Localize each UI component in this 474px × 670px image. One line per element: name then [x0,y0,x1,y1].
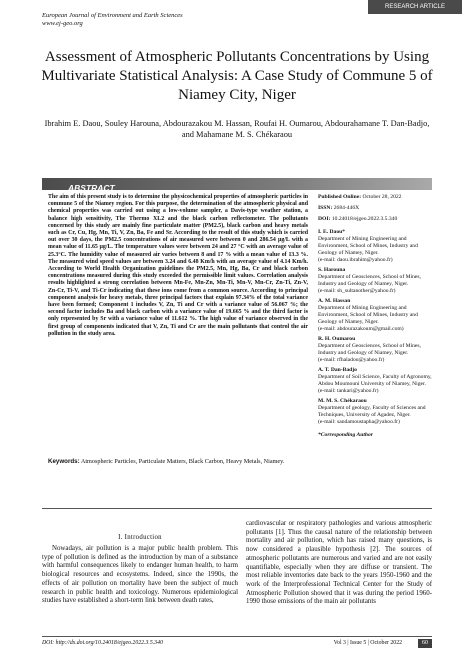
published-line [318,194,432,201]
affil-text: Department of Soil Science, Faculty of Agronomy, Abdou Moumouni University of Niamey, Niger. [318,374,432,387]
author-affil-0 [318,229,432,264]
doi-line [318,216,432,223]
affil-email[interactable]: (e-mail: sandamoustapha@yahoo.fr) [318,419,400,425]
affil-author-name: R. H. Oumarou [318,336,356,342]
journal-site: www.ej-geo.org [42,20,83,27]
author-affil-2 [318,298,432,333]
page-number: 60 [418,639,432,648]
affil-author-name: S. Harouna [318,267,346,273]
body-column-left [42,545,238,606]
author-affil-4 [318,367,432,395]
published-label: Published Online: [318,194,362,200]
affil-email[interactable]: (e-mail: abdourazakoum@gmail.com) [318,326,404,332]
author-affil-3 [318,336,432,364]
doi-label: DOI: [318,216,331,222]
affil-email[interactable]: (e-mail: sh_sultanother@yahoo.fr) [318,288,396,294]
abstract-header-bar [42,178,432,193]
affil-author-name: M. M. S. Chékaraou [318,398,367,404]
abstract-text: The aim of this present study is to determine the physicochemical properties of atmospheric particles in commune 5 of the Niamey region. For this purpose, the determination of the atmospheric physical and chemical properties was carried out using a low-volume sampler, a Davis-type weather station, a balance high sensitivity, The Thermo XL2 and the black carbon reflectometer. The pollutants concerned by this study are mainly fine particulate matter (PM2.5), black carbon and heavy metals such as Cr, Cu, Hg, Mn, Ti, V, Zn, Ba, Fe and Sr. According to the result of this study which is carried out over 30 days, the PM2.5 concentrations of air measured were between 0 and 286.54 µg/L with a mean value of 11.65 µg/L. The temperature values were between 24 and 27 °C with an average value of 25.3°C. The humidity value of measured air varies between 8 and 17 % with a mean value of 13.3 %. The measured wind speed values are between 3.24 and 6.48 Km/h with an average value of 4.14 Km/h. According to World Health Organization guidelines the PM2.5, Mn, Hg, Ba, Cr and black carbon concentrations measured during this study exceeded the permissible limit values. Correlation analysis results highlighted a strong correlation between Mn-Fe, Mn-Zn, Mn-Ti, Mn-V, Mn-Cr, Zn-Ti, Zn-V, Zn-Cr, Ti-V, and Ti-Cr indicating that these ions come from a common source. According to principal component analysis for heavy metals, three principal factors that explain 97.34% of the total variance have been formed; Component 1 includes V, Zn, Ti and Cr with a variance value of 56.067 %; the second factor includes Ba and black carbon with a variance value of 19.665 % and the third factor is only represented by Sr with a variance value of 11.612 %. The high value of variance observed in the first group of components indicated that V, Zn, Ti and Cr are the main pollutants that control the air pollution in the study area. [48,194,308,337]
journal-header [42,12,183,28]
keywords-text: Atmospheric Particles, Particulate Matters, Black Carbon, Heavy Metals, Niamey. [80,458,285,465]
body-column-right: cardiovascular or respiratory pathologies and various atmospheric pollutants [1]. Thus the causal nature of the relationship between mortality and air pollution, which has raised many questions, is now considered a plausible hypothesis [2]. The sources of atmospheric pollutants are numerous and varied and are not easily quantifiable, especially when they are diffuse or transient. The most reliable inventories date back to the years 1950-1960 and the work of the Interprofessional Technical Center for the Study of Atmospheric Pollution showed that it was during the period 1960-1990 those emissions of the main air pollutants [246,520,432,606]
page-footer [42,640,432,646]
article-type-tag: RESEARCH ARTICLE [368,0,462,14]
affil-text: Department of geology, Faculty of Sciences and Techniques, University of Agadez, Niger. [318,405,426,418]
author-affil-1 [318,267,432,295]
footer-doi[interactable]: DOI: http://dx.doi.org/10.24018/ejgeo.2022.3.5.340 [42,640,163,646]
footer-divider [42,636,432,637]
keywords [48,458,308,466]
affil-text: Department of Mining Engineering and Environment, School of Mines, Industry and Geology of Niamey, Niger. [318,236,418,256]
section-title: I. Introduction [118,534,162,541]
paper-title: Assessment of Atmospheric Pollutants Concentrations by Using Multivariate Statistical Analysis: A Case Study of Commune 5 of Niamey City, Niger [41,49,433,103]
abstract-label: ABSTRACT [68,183,115,193]
affil-email[interactable]: (e-mail: tankari@yahoo.fr) [318,388,379,394]
intro-paragraph: Nowadays, air pollution is a major public health problem. This type of pollution is defined as the introduction by man of a substance with harmful consequences likely to endanger human health, to harm biological resources and ecosystems. Indeed, since the 1990s, the effects of air pollution on mortality have been the subject of much research in public health and toxicology. Numerous epidemiological studies have established a short-term link between death rates, [42,545,238,605]
divider [42,508,432,509]
affil-text: Department of Geosciences, School of Mines, Industry and Geology of Niamey, Niger. [318,274,421,287]
affil-author-name: I. E. Daou* [318,229,346,235]
article-info-panel [318,194,432,439]
doi-value[interactable]: 10.24018/ejgeo.2022.3.5.340 [331,216,398,222]
affil-author-name: A. M. Hassan [318,298,351,304]
author-affil-5 [318,398,432,426]
footer-volume: Vol 3 | Issue 5 | October 2022 [333,640,402,646]
affil-text: Department of Geosciences, School of Mines, Industry and Geology of Niamey, Niger. [318,343,421,356]
author-list: Ibrahim E. Daou, Souley Harouna, Abdourazakou M. Hassan, Roufai H. Oumarou, Abdourahamane T. Dan-Badjo, and Mahamane M. S. Chékaraou [44,119,430,139]
affil-email[interactable]: (e-mail: rfhaladou@yahoo.fr) [318,357,385,363]
affil-author-name: A. T. Dan-Badjo [318,367,357,373]
issn-line [318,205,432,212]
journal-name: European Journal of Environment and Earth Sciences [42,12,183,19]
affil-email[interactable]: (e-mail: daou.ibrahim@yahoo.fr) [318,257,393,263]
affil-text: Department of Mining Engineering and Environment, School of Mines, Industry and Geology of Niamey, Niger. [318,305,418,325]
issn-label: ISSN: [318,205,333,211]
keywords-label: Keywords: [48,458,80,465]
published-date: October 28, 2022 [362,194,402,200]
issn-value: 2684-446X [333,205,360,211]
corresponding-note: *Corresponding Author [318,432,373,438]
